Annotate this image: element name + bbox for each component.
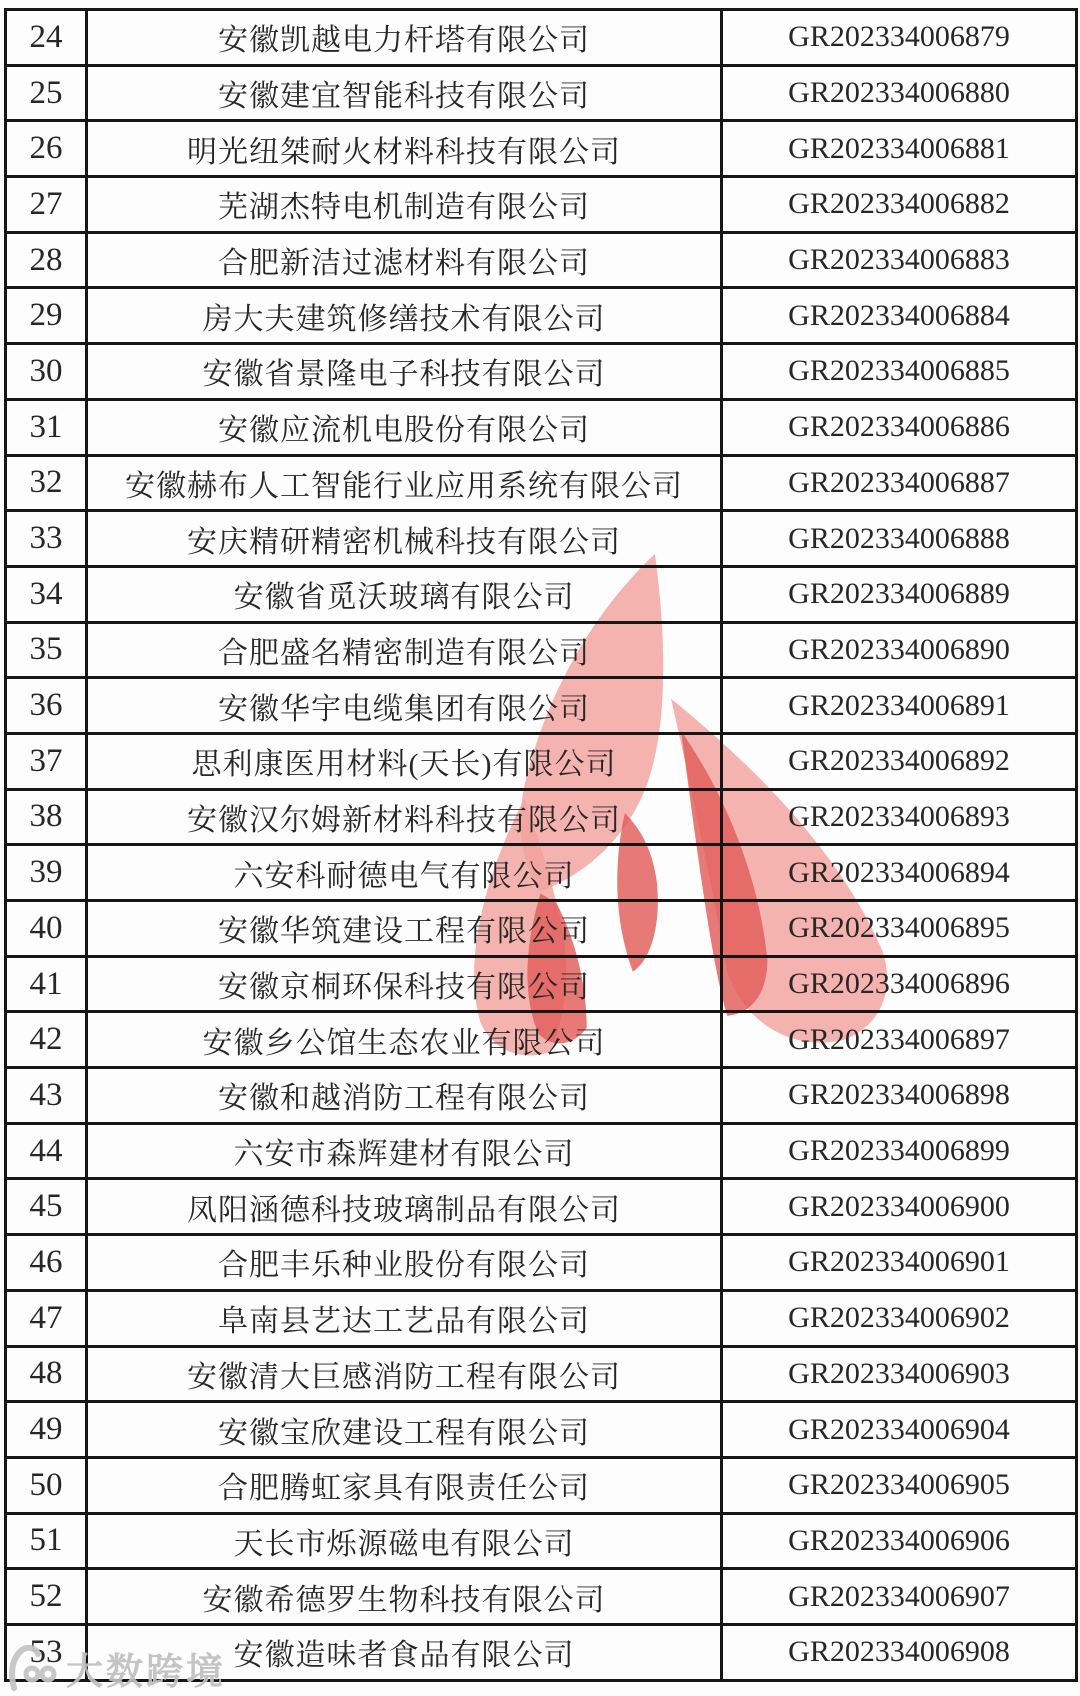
- certificate-number-cell: GR202334006881: [722, 121, 1077, 177]
- certificate-number-cell: GR202334006880: [722, 65, 1077, 121]
- row-number-cell: 24: [6, 10, 87, 66]
- table-row: [6, 121, 1077, 177]
- certificate-number-cell: GR202334006884: [722, 288, 1077, 344]
- company-name-cell: 天长市烁源磁电有限公司: [87, 1513, 722, 1569]
- company-name-cell: 阜南县艺达工艺品有限公司: [87, 1290, 722, 1346]
- table-row: [6, 956, 1077, 1012]
- table-row: [6, 1457, 1077, 1513]
- company-name-cell: 安徽乡公馆生态农业有限公司: [87, 1012, 722, 1068]
- company-name-cell: 思利康医用材料(天长)有限公司: [87, 733, 722, 789]
- row-number-cell: 27: [6, 177, 87, 233]
- certificate-number-cell: GR202334006901: [722, 1235, 1077, 1291]
- brand-watermark: [6, 1642, 226, 1694]
- brand-logo-icon: [6, 1644, 58, 1692]
- certificate-number-cell: GR202334006902: [722, 1290, 1077, 1346]
- row-number-cell: 29: [6, 288, 87, 344]
- certificate-number-cell: GR202334006908: [722, 1624, 1077, 1680]
- table-row: [6, 1290, 1077, 1346]
- row-number-cell: 37: [6, 733, 87, 789]
- certificate-number-cell: GR202334006897: [722, 1012, 1077, 1068]
- certificate-number-cell: GR202334006886: [722, 399, 1077, 455]
- row-number-cell: 33: [6, 511, 87, 567]
- table-row: [6, 511, 1077, 567]
- row-number-cell: 52: [6, 1569, 87, 1625]
- table-row: [6, 1402, 1077, 1458]
- company-name-cell: 安庆精研精密机械科技有限公司: [87, 511, 722, 567]
- table-row: [6, 344, 1077, 400]
- company-name-cell: 安徽应流机电股份有限公司: [87, 399, 722, 455]
- table-body: [6, 10, 1077, 1681]
- certificate-number-cell: GR202334006891: [722, 678, 1077, 734]
- table-row: [6, 1123, 1077, 1179]
- certificate-number-cell: GR202334006900: [722, 1179, 1077, 1235]
- row-number-cell: 36: [6, 678, 87, 734]
- certificate-number-cell: GR202334006889: [722, 566, 1077, 622]
- table-row: [6, 566, 1077, 622]
- company-name-cell: 安徽汉尔姆新材料科技有限公司: [87, 789, 722, 845]
- certificate-number-cell: GR202334006893: [722, 789, 1077, 845]
- company-name-cell: 六安市森辉建材有限公司: [87, 1123, 722, 1179]
- certificate-number-cell: GR202334006892: [722, 733, 1077, 789]
- row-number-cell: 31: [6, 399, 87, 455]
- company-name-cell: 安徽京桐环保科技有限公司: [87, 956, 722, 1012]
- row-number-cell: 30: [6, 344, 87, 400]
- table-row: [6, 288, 1077, 344]
- company-name-cell: 合肥新洁过滤材料有限公司: [87, 232, 722, 288]
- company-name-cell: 芜湖杰特电机制造有限公司: [87, 177, 722, 233]
- company-name-cell: 安徽希德罗生物科技有限公司: [87, 1569, 722, 1625]
- company-name-cell: 安徽华筑建设工程有限公司: [87, 901, 722, 957]
- certificate-number-cell: GR202334006890: [722, 622, 1077, 678]
- row-number-cell: 32: [6, 455, 87, 511]
- row-number-cell: 42: [6, 1012, 87, 1068]
- row-number-cell: 51: [6, 1513, 87, 1569]
- company-name-cell: 明光纽桀耐火材料科技有限公司: [87, 121, 722, 177]
- company-name-cell: 安徽和越消防工程有限公司: [87, 1068, 722, 1124]
- company-name-cell: 安徽省景隆电子科技有限公司: [87, 344, 722, 400]
- table-row: [6, 1179, 1077, 1235]
- row-number-cell: 50: [6, 1457, 87, 1513]
- row-number-cell: 44: [6, 1123, 87, 1179]
- table-row: [6, 733, 1077, 789]
- company-name-cell: 房大夫建筑修缮技术有限公司: [87, 288, 722, 344]
- table-row: [6, 901, 1077, 957]
- row-number-cell: 53: [6, 1624, 87, 1680]
- row-number-cell: 47: [6, 1290, 87, 1346]
- table-row: [6, 455, 1077, 511]
- table-row: [6, 65, 1077, 121]
- company-name-cell: 六安科耐德电气有限公司: [87, 845, 722, 901]
- company-name-cell: 安徽华宇电缆集团有限公司: [87, 678, 722, 734]
- company-name-cell: 合肥盛名精密制造有限公司: [87, 622, 722, 678]
- certificate-number-cell: GR202334006887: [722, 455, 1077, 511]
- certificate-number-cell: GR202334006883: [722, 232, 1077, 288]
- certificate-number-cell: GR202334006882: [722, 177, 1077, 233]
- certificate-number-cell: GR202334006898: [722, 1068, 1077, 1124]
- certificate-number-cell: GR202334006905: [722, 1457, 1077, 1513]
- certificate-number-cell: GR202334006895: [722, 901, 1077, 957]
- company-name-cell: 安徽造味者食品有限公司: [87, 1624, 722, 1680]
- certificate-number-cell: GR202334006879: [722, 10, 1077, 66]
- company-name-cell: 安徽赫布人工智能行业应用系统有限公司: [87, 455, 722, 511]
- certificate-number-cell: GR202334006885: [722, 344, 1077, 400]
- certificate-number-cell: GR202334006896: [722, 956, 1077, 1012]
- company-name-cell: 安徽建宜智能科技有限公司: [87, 65, 722, 121]
- table-row: [6, 845, 1077, 901]
- table-row: [6, 1513, 1077, 1569]
- table-row: [6, 1569, 1077, 1625]
- row-number-cell: 46: [6, 1235, 87, 1291]
- row-number-cell: 39: [6, 845, 87, 901]
- table-row: [6, 10, 1077, 66]
- row-number-cell: 38: [6, 789, 87, 845]
- row-number-cell: 48: [6, 1346, 87, 1402]
- table-row: [6, 399, 1077, 455]
- brand-watermark-text: 大数跨境: [66, 1651, 226, 1692]
- company-name-cell: 安徽宝欣建设工程有限公司: [87, 1402, 722, 1458]
- row-number-cell: 40: [6, 901, 87, 957]
- certificate-number-cell: GR202334006888: [722, 511, 1077, 567]
- table-row: [6, 1346, 1077, 1402]
- certificate-number-cell: GR202334006904: [722, 1402, 1077, 1458]
- certificate-number-cell: GR202334006903: [722, 1346, 1077, 1402]
- table-row: [6, 789, 1077, 845]
- certificate-number-cell: GR202334006899: [722, 1123, 1077, 1179]
- table-row: [6, 622, 1077, 678]
- row-number-cell: 26: [6, 121, 87, 177]
- table-row: [6, 232, 1077, 288]
- company-name-cell: 凤阳涵德科技玻璃制品有限公司: [87, 1179, 722, 1235]
- row-number-cell: 35: [6, 622, 87, 678]
- row-number-cell: 43: [6, 1068, 87, 1124]
- company-name-cell: 安徽凯越电力杆塔有限公司: [87, 10, 722, 66]
- certificate-number-cell: GR202334006907: [722, 1569, 1077, 1625]
- company-name-cell: 合肥丰乐种业股份有限公司: [87, 1235, 722, 1291]
- table-row: [6, 1235, 1077, 1291]
- certificate-number-cell: GR202334006894: [722, 845, 1077, 901]
- row-number-cell: 25: [6, 65, 87, 121]
- table-row: [6, 1068, 1077, 1124]
- table-row: [6, 177, 1077, 233]
- certificate-table: [4, 8, 1078, 1682]
- row-number-cell: 34: [6, 566, 87, 622]
- row-number-cell: 28: [6, 232, 87, 288]
- company-name-cell: 合肥腾虹家具有限责任公司: [87, 1457, 722, 1513]
- row-number-cell: 49: [6, 1402, 87, 1458]
- row-number-cell: 41: [6, 956, 87, 1012]
- company-name-cell: 安徽省觅沃玻璃有限公司: [87, 566, 722, 622]
- row-number-cell: 45: [6, 1179, 87, 1235]
- certificate-number-cell: GR202334006906: [722, 1513, 1077, 1569]
- table-row: [6, 1012, 1077, 1068]
- table-row: [6, 678, 1077, 734]
- company-name-cell: 安徽清大巨感消防工程有限公司: [87, 1346, 722, 1402]
